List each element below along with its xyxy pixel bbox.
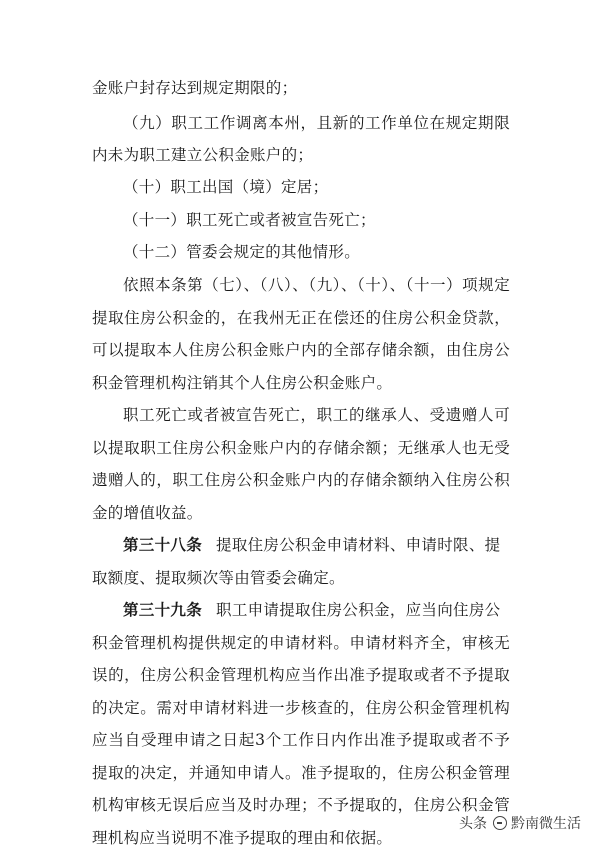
watermark bbox=[459, 812, 581, 834]
article-text: 提取住房公积金申请材料、申请时限、提 bbox=[216, 536, 501, 554]
text-line: 可以提取本人住房公积金账户内的全部存储余额，由住房公 bbox=[92, 341, 510, 359]
text-line: 误的，住房公积金管理机构应当作出准予提取或者不予提取 bbox=[92, 666, 510, 684]
text-line: 应当自受理申请之日起3个工作日内作出准予提取或者不予 bbox=[92, 731, 510, 749]
text-line: 金账户封存达到规定期限的； bbox=[92, 79, 298, 97]
text-line: 理机构应当说明不准予提取的理由和依据。 bbox=[92, 829, 393, 847]
text-line: 的决定。需对申请材料进一步核查的，住房公积金管理机构 bbox=[92, 699, 510, 717]
text-line: 提取的决定，并通知申请人。准予提取的，住房公积金管理 bbox=[92, 764, 510, 782]
watermark-prefix: 头条 bbox=[459, 816, 487, 832]
text-line: 遗赠人的，职工住房公积金账户内的存储余额纳入住房公积 bbox=[92, 471, 510, 489]
text-line: 内未为职工建立公积金账户的； bbox=[92, 146, 314, 164]
text-line: 积金管理机构提供规定的申请材料。申请材料齐全，审核无 bbox=[92, 634, 510, 652]
article-line bbox=[123, 535, 500, 555]
text-line: （十）职工出国（境）定居； bbox=[123, 178, 329, 196]
article-heading: 第三十八条 bbox=[123, 535, 203, 554]
text-line: 职工死亡或者被宣告死亡，职工的继承人、受遗赠人可 bbox=[123, 406, 510, 424]
article-heading: 第三十九条 bbox=[123, 600, 203, 619]
text-line: 以提取职工住房公积金账户内的存储余额；无继承人也无受 bbox=[92, 439, 510, 457]
text-line: 提取住房公积金的，在我州无正在偿还的住房公积金贷款， bbox=[92, 309, 510, 327]
article-line bbox=[123, 600, 500, 620]
text-line: 依照本条第（七）、（八）、（九）、（十）、（十一）项规定 bbox=[123, 276, 510, 294]
text-line: 积金管理机构注销其个人住房公积金账户。 bbox=[92, 374, 393, 392]
text-line: （十二）管委会规定的其他情形。 bbox=[123, 243, 361, 261]
text-line: 金的增值收益。 bbox=[92, 504, 203, 522]
text-line: 机构审核无误后应当及时办理；不予提取的，住房公积金管 bbox=[92, 796, 510, 814]
text-line: （十一）职工死亡或者被宣告死亡； bbox=[123, 211, 376, 229]
text-line: 取额度、提取频次等由管委会确定。 bbox=[92, 569, 345, 587]
article-text: 职工申请提取住房公积金，应当向住房公 bbox=[216, 601, 501, 619]
watermark-account: 黔南微生活 bbox=[511, 816, 581, 832]
text-line: （九）职工工作调离本州，且新的工作单位在规定期限 bbox=[123, 114, 510, 132]
at-icon bbox=[493, 816, 507, 830]
